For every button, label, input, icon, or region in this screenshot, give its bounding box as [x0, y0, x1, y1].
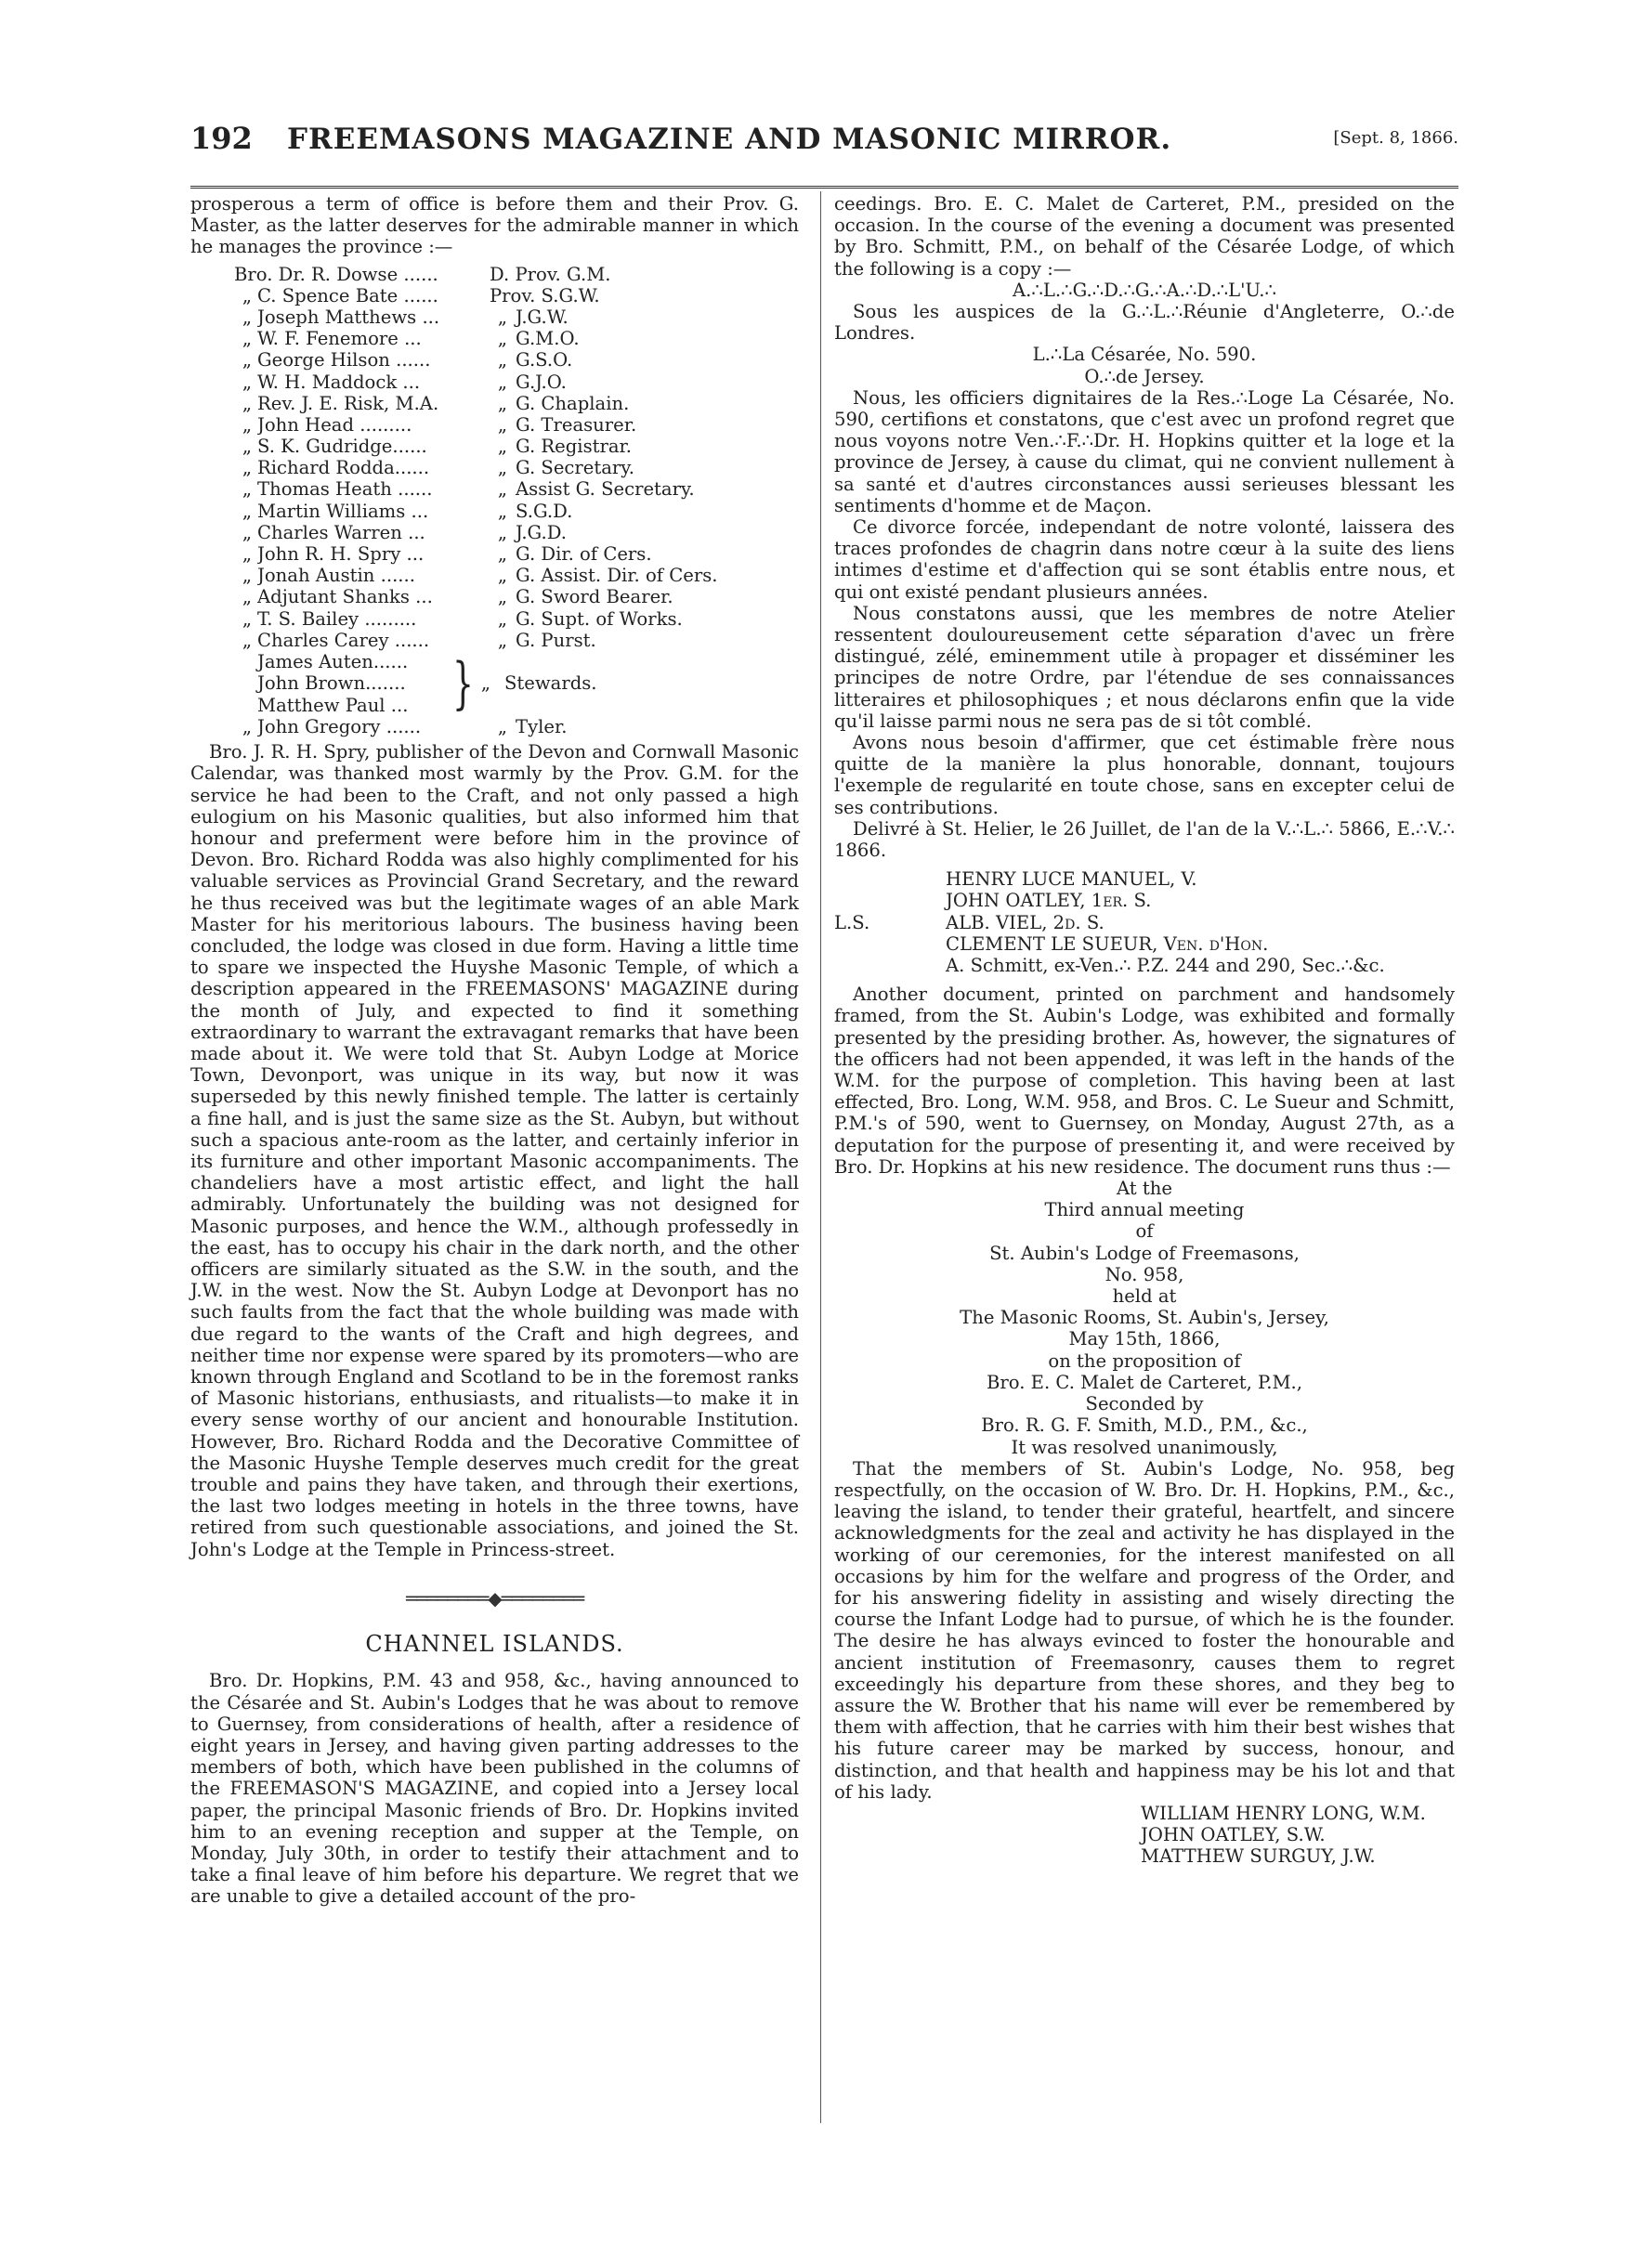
officer-name: W. H. Maddock ...: [257, 371, 421, 393]
signature: WILLIAM HENRY LONG, W.M.: [1141, 1802, 1426, 1824]
lodge-line: L.∴La Césarée, No. 590.: [1032, 344, 1257, 366]
officer-office: Tyler.: [516, 715, 568, 737]
officer-office: G. Supt. of Works.: [516, 607, 683, 630]
resolution-signatures: [1141, 1803, 1455, 1868]
officer-office: Prov. S.G.W.: [490, 284, 600, 306]
signature: JOHN OATLEY, 1er. S.: [946, 890, 1152, 912]
officer-row: „ Martin Williams ... „ S.G.D.: [242, 500, 573, 522]
section-title: CHANNEL ISLANDS.: [365, 1631, 624, 1658]
officer-row: [190, 264, 799, 285]
resolution-line: Bro. R. G. F. Smith, M.D., P.M., &c.,: [981, 1414, 1308, 1437]
stewards-office: Stewards.: [504, 672, 597, 695]
running-title: FREEMASONS MAGAZINE AND MASONIC MIRROR.: [287, 123, 1172, 156]
officer-name: C. Spence Bate ......: [257, 284, 438, 306]
officer-office: G. Chaplain.: [516, 392, 630, 414]
steward-name: John Brown.......: [257, 672, 406, 695]
officer-name: T. S. Bailey .........: [257, 607, 417, 630]
officer-name: Charles Warren ...: [257, 521, 425, 543]
signature: A. Schmitt, ex-Ven.∴ P.Z. 244 and 290, Sec.∴&c.: [946, 955, 1385, 977]
officer-name: Bro. Dr. R. Dowse ......: [234, 263, 438, 285]
officer-name: John R. H. Spry ...: [257, 543, 425, 566]
page-number: 192: [190, 121, 253, 156]
officer-office: G. Assist. Dir. of Cers.: [516, 565, 718, 587]
officer-office: J.G.D.: [516, 521, 567, 543]
resolution-line: St. Aubin's Lodge of Freemasons,: [989, 1242, 1300, 1264]
header-rule: [190, 186, 1458, 189]
officer-row: „ Adjutant Shanks ... „ G. Sword Bearer.: [242, 586, 673, 608]
steward-name: Matthew Paul ...: [257, 694, 409, 716]
officer-office: G.M.O.: [516, 328, 580, 350]
officer-row: „ Charles Carey ...... „ G. Purst.: [242, 629, 596, 651]
officer-name: John Head .........: [257, 413, 412, 436]
officer-row: „ Joseph Matthews ... „ J.G.W.: [242, 306, 569, 328]
officer-row: „ Richard Rodda...... „ G. Secretary.: [242, 457, 634, 479]
document-heading: A.∴L.∴G.∴D.∴G.∴A.∴D.∴L'U.∴: [1013, 279, 1276, 301]
officer-row: „ John R. H. Spry ... „ G. Dir. of Cers.: [242, 543, 652, 566]
officer-row: „ S. K. Gudridge...... „ G. Registrar.: [242, 436, 632, 458]
officer-name: Charles Carey ......: [257, 629, 430, 651]
resolution-line: May 15th, 1866,: [1068, 1328, 1221, 1350]
officer-name: Richard Rodda......: [257, 457, 430, 479]
officer-row: „ George Hilson ...... „ G.S.O.: [242, 349, 573, 371]
officer-row: „ W. F. Fenemore ... „ G.M.O.: [242, 328, 580, 350]
officer-name: Joseph Matthews ...: [257, 306, 440, 328]
article-paragraph: Bro. Dr. Hopkins, P.M. 43 and 958, &c., having announced to the Césarée and St. Aubin's Lodges that he was about to remove to Guernsey, from considerations of health, after a residence of eight years in Jersey, and having given parting addresses to the members of both, which have been published in the columns of the FREEMASON'S MAGAZINE, and copied into a Jersey local paper, the principal Masonic friends of Bro. Dr. Hopkins invited him to an evening reception and supper at the Temple, on Monday, July 30th, in order to testify their attachment and to take a final leave of him before his departure. We regret that we are unable to give a detailed account of the pro-: [190, 1670, 799, 1908]
officer-office: G. Purst.: [516, 629, 596, 651]
signature: MATTHEW SURGUY, J.W.: [1141, 1845, 1376, 1868]
officer-name: Rev. J. E. Risk, M.A.: [257, 392, 439, 414]
officer-name: Jonah Austin ......: [257, 565, 415, 587]
officer-row: „ Jonah Austin ...... „ G. Assist. Dir. of Cers.: [242, 565, 718, 587]
signature-block: [834, 868, 1455, 976]
french-paragraph: Avons nous besoin d'affirmer, que cet éstimable frère nous quitte de la manière la plus honorable, donnant, toujours l'exemple de regularité en toute chose, sans en excepter celui de ses contributions.: [834, 732, 1455, 818]
officer-office: Assist G. Secretary.: [516, 478, 695, 501]
officer-office: S.G.D.: [516, 500, 573, 522]
french-paragraph: Delivré à St. Helier, le 26 Juillet, de l'an de la V.∴L.∴ 5866, E.∴V.∴ 1866.: [834, 817, 1455, 862]
page-header: [190, 121, 1458, 167]
officer-office: J.G.W.: [516, 306, 569, 328]
officer-office: G. Dir. of Cers.: [516, 543, 652, 566]
resolution-line: held at: [1112, 1285, 1177, 1308]
officer-row: „ John Gregory ...... „ Tyler.: [242, 715, 568, 737]
officer-name: George Hilson ......: [257, 349, 431, 371]
article-paragraph: Another document, printed on parchment and handsomely framed, from the St. Aubin's Lodge, was exhibited and formally presented by the presiding brother. As, however, the signatures of the officers had not been appended, it was left in the hands of the W.M. for the purpose of completion. This having been at last effected, Bro. Long, W.M. 958, and Bros. C. Le Sueur and Schmitt, P.M.'s of 590, went to Guernsey, on Monday, August 27th, as a deputation for the purpose of presenting it, and were received by Bro. Dr. Hopkins at his new residence. The document runs thus :—: [834, 984, 1455, 1178]
officer-office: G.S.O.: [516, 349, 573, 371]
intro-paragraph: prosperous a term of office is before them and their Prov. G. Master, as the latter deserves for the admirable manner in which he manages the province :—: [190, 193, 799, 258]
officer-row: „ Charles Warren ... „ J.G.D.: [242, 521, 567, 543]
officers-list: [190, 264, 799, 738]
resolution-line: of: [1135, 1220, 1154, 1243]
auspices-line: Sous les auspices de la G.∴L.∴Réunie d'Angleterre, O.∴de Londres.: [834, 301, 1455, 345]
article-paragraph: ceedings. Bro. E. C. Malet de Carteret, P.M., presided on the occasion. In the course of the evening a document was presented by Bro. Schmitt, P.M., on behalf of the Césarée Lodge, of which the following is a copy :—: [834, 193, 1455, 280]
resolution-line: No. 958,: [1105, 1263, 1184, 1285]
signature: CLEMENT LE SUEUR, Ven. d'Hon.: [946, 932, 1269, 955]
officer-name: Martin Williams ...: [257, 500, 429, 522]
resolution-line: on the proposition of: [1048, 1349, 1241, 1372]
resolution-line: The Masonic Rooms, St. Aubin's, Jersey,: [960, 1307, 1329, 1329]
left-column: [190, 193, 799, 1908]
resolution-paragraph: That the members of St. Aubin's Lodge, No. 958, beg respectfully, on the occasion of W. Bro. Dr. H. Hopkins, P.M., &c., leaving the island, to tender their grateful, heartfelt, and sincere acknowledgments for the zeal and activity he has displayed in the working of our ceremonies, for the interest manifested on all occasions by him for the welfare and progress of the Order, and for his answering fidelity in assisting and wisely directing the course the Infant Lodge had to pursue, of which he is the founder. The desire he has always evinced to foster the honourable and ancient institution of Freemasonry, causes them to regret exceedingly his departure from these shores, and they beg to assure the W. Brother that his name will ever be remembered by them with affection, that he carries with him their best wishes that his future career may be marked by success, honour, and distinction, and that health and happiness may be his lot and that of his lady.: [834, 1457, 1455, 1803]
column-divider: [820, 191, 821, 2123]
officer-office: G. Treasurer.: [516, 413, 637, 436]
officer-name: Thomas Heath ......: [257, 478, 433, 501]
officer-row: „ T. S. Bailey ......... „ G. Supt. of Works.: [242, 607, 683, 630]
french-paragraph: Nous, les officiers dignitaires de la Res.∴Loge La Césarée, No. 590, certifions et constatons, que c'est avec un profond regret que nous voyons notre Ven.∴F.∴Dr. H. Hopkins quitter et la loge et la province de Jersey, à cause du climat, qui ne convient nullement à sa santé et d'autres circonstances aussi serieuses blessant les sentiments d'homme et de Maçon.: [834, 386, 1455, 516]
resolution-line: Seconded by: [1085, 1393, 1204, 1415]
officer-name: Adjutant Shanks ...: [257, 586, 433, 608]
signature: HENRY LUCE MANUEL, V.: [946, 868, 1197, 891]
officer-row: „ John Head ......... „ G. Treasurer.: [242, 413, 637, 436]
stewards-names: [257, 651, 452, 716]
officer-office: G. Registrar.: [516, 436, 632, 458]
officer-row: „ Rev. J. E. Risk, M.A. „ G. Chaplain.: [242, 392, 630, 414]
resolution-line: Third annual meeting: [1044, 1199, 1245, 1221]
article-paragraph: Bro. J. R. H. Spry, publisher of the Devon and Cornwall Masonic Calendar, was thanked most warmly by the Prov. G.M. for the service he had been to the Craft, and not only passed a high eulogium on his Masonic qualities, but also informed him that honour and preferment were before him in the province of Devon. Bro. Richard Rodda was also highly complimented for his valuable services as Provincial Grand Secretary, and the reward he thus received was but the legitimate wages of an able Mark Master for his meritorious labours. The business having been concluded, the lodge was closed in due form. Having a little time to spare we inspected the Huyshe Masonic Temple, of which a description appeared in the FREEMASONS' MAGAZINE during the month of July, and expected to find it something extraordinary to warrant the extravagant remarks that have been made about it. We were told that St. Aubyn Lodge at Morice Town, Devonport, was unique in its way, but now it was superseded by this newly finished temple. The latter is certainly a fine hall, and is just the same size as the St. Aubyn, but without such a spacious ante-room as the latter, and certainly inferior in its furniture and other important Masonic accompaniments. The chandeliers have a most artistic effect, and light the hall admirably. Unfortunately the building was not designed for Masonic purposes, and hence the W.M., although professedly in the east, has to occupy his chair in the dark north, and the other officers are similarly situated as the S.W. in the south, and the J.W. in the west. Now the St. Aubyn Lodge at Devonport has no such faults from the fact that the whole building was made with due regard to the wants of the Craft and high degrees, and neither time nor expense were spared by its promoters—who are known through England and Scotland to be in the foremost ranks of Masonic historians, enthusiasts, and ritualists—to make it in every sense worthy of our ancient and honourable Institution. However, Bro. Richard Rodda and the Decorative Committee of the Masonic Huyshe Temple deserves much credit for the great trouble and pains they have taken, and through their exertions, the last two lodges meeting in hotels in the three towns, have retired from such questionable associations, and joined the St. John's Lodge at the Temple in Princess-street.: [190, 741, 799, 1560]
resolution-line: Bro. E. C. Malet de Carteret, P.M.,: [986, 1371, 1303, 1393]
officer-office: G.J.O.: [516, 371, 567, 393]
resolution-header: [834, 1178, 1455, 1458]
signature: JOHN OATLEY, S.W.: [1141, 1824, 1326, 1846]
officer-office: G. Secretary.: [516, 457, 634, 479]
officer-row: „ C. Spence Bate ...... Prov. S.G.W.: [242, 284, 600, 306]
officer-name: S. K. Gudridge......: [257, 436, 427, 458]
french-paragraph: Nous constatons aussi, que les membres de notre Atelier ressentent douloureusement cette séparation d'avec un frère distingué, zélé, eminemment utile à propager et disséminer les principes de notre Ordre, par l'étendue de ses connaissances litteraires et philosophiques ; et nous déclarons enfin que la vide qu'il laisse parmi nous ne sera pas de si tôt comblé.: [834, 602, 1455, 732]
officer-row: „ W. H. Maddock ... „ G.J.O.: [242, 371, 567, 393]
issue-date: [Sept. 8, 1866.: [1333, 128, 1458, 148]
lodge-line: O.∴de Jersey.: [1084, 365, 1205, 387]
stewards-group: James Auten...... John Brown....... Matthew Paul ... } „ Stewards.: [257, 650, 597, 716]
signature: ALB. VIEL, 2d. S.: [946, 911, 1105, 933]
officer-name: W. F. Fenemore ...: [257, 328, 422, 350]
officer-office: D. Prov. G.M.: [490, 263, 611, 285]
right-column: [834, 193, 1455, 1868]
officer-name: John Gregory ......: [257, 715, 422, 737]
resolution-line: It was resolved unanimously,: [1011, 1436, 1278, 1458]
brace-icon: }: [452, 650, 474, 716]
seal-label: L.S.: [834, 911, 870, 933]
resolution-line: At the: [1117, 1178, 1172, 1200]
section-ornament: ════════◆════════: [405, 1586, 584, 1610]
officer-office: G. Sword Bearer.: [516, 586, 673, 608]
french-paragraph: Ce divorce forcée, independant de notre volonté, laissera des traces profondes de chagrin dans notre cœur à la suite des liens intimes d'estime et d'affection qui se sont établis entre nous, et qui ont existé pendant plusieurs années.: [834, 516, 1455, 603]
officer-row: „ Thomas Heath ...... „ Assist G. Secretary.: [242, 478, 695, 501]
steward-name: James Auten......: [257, 651, 409, 673]
